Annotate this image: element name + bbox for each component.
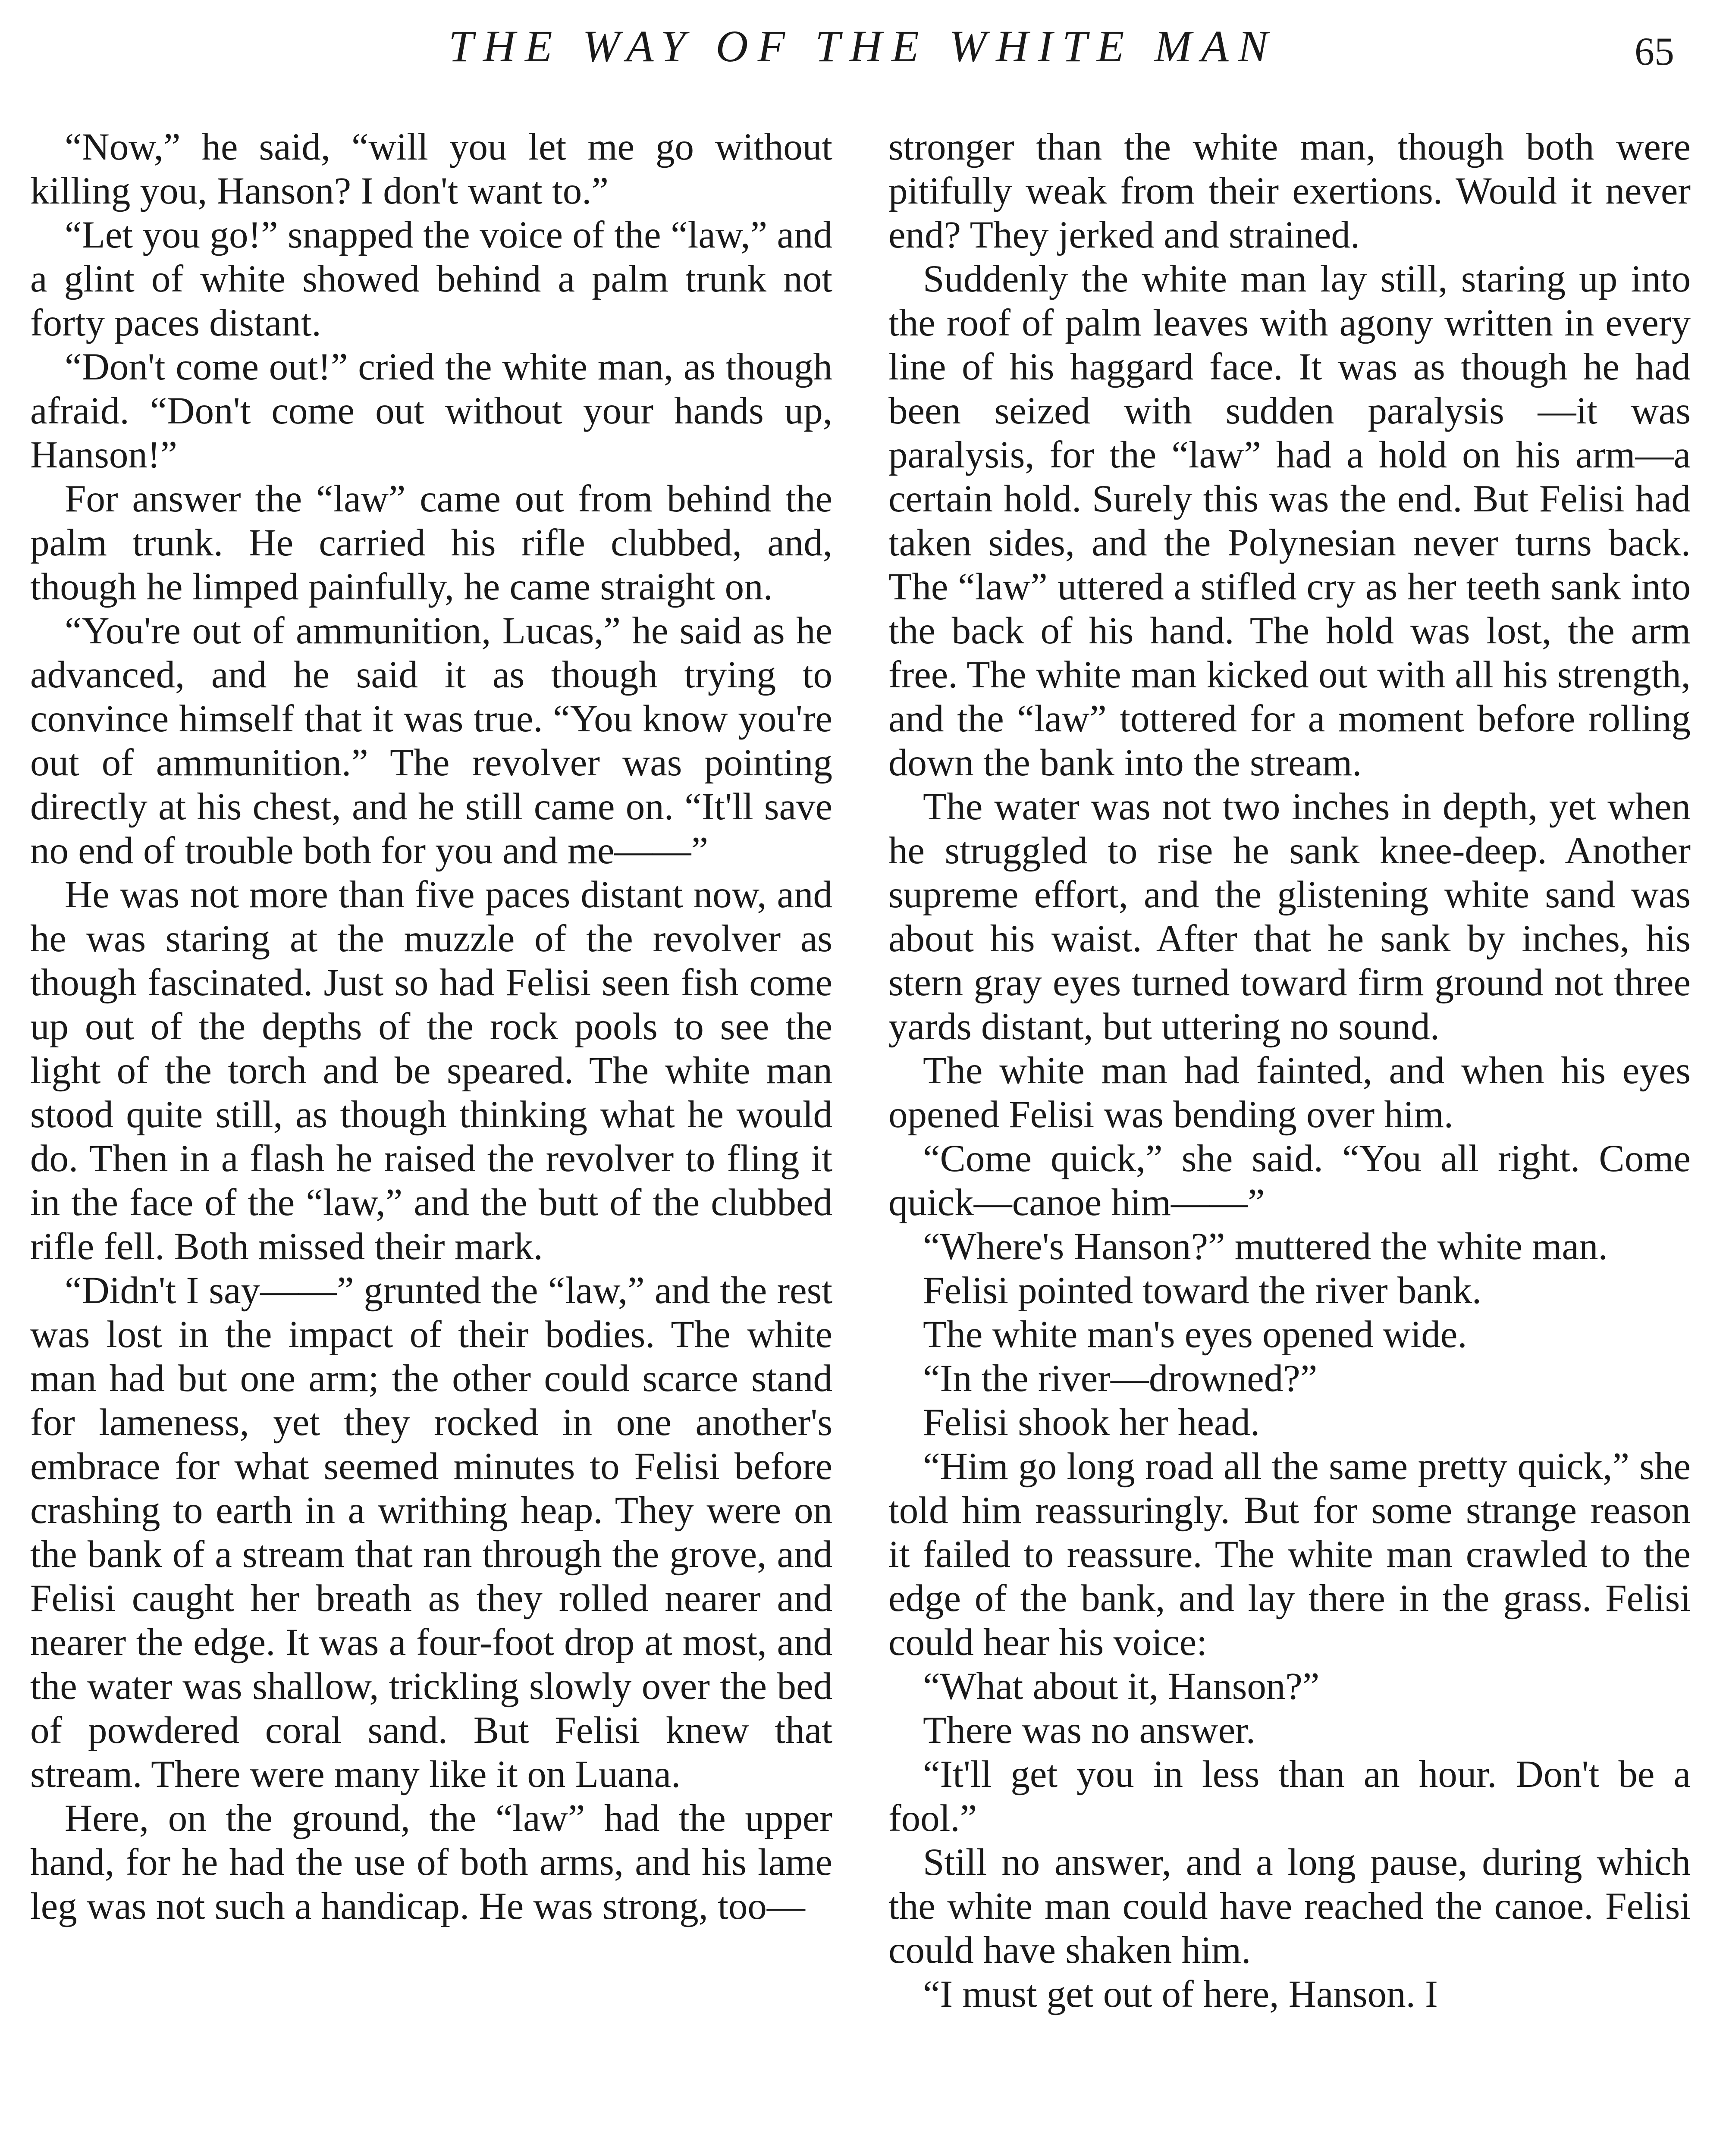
paragraph: “You're out of ammunition, Lucas,” he said as he advanced, and he said it as though trying to convince himself that it was true. “You know you're out of ammunition.” The revolver was pointing directly at his chest, and he still came on. “It'll save no end of trouble both for you and me——” — [30, 610, 832, 872]
paragraph: “It'll get you in less than an hour. Don't be a fool.” — [888, 1753, 1691, 1839]
paragraph: “What about it, Hanson?” — [923, 1665, 1320, 1708]
paragraph: He was not more than five paces distant now, and he was staring at the muzzle of the revolver as though fascinated. Just so had Felisi seen fish come up out of the depths of the rock pools to see the light of the torch and be speared. The white man stood quite still, as though thinking what he would do. Then in a flash he raised the revolver to fling it in the face of the “law,” and the butt of the clubbed rifle fell. Both missed their mark. — [30, 874, 832, 1268]
paragraph: Still no answer, and a long pause, during which the white man could have reached the canoe. Felisi could have shaken him. — [888, 1841, 1691, 1971]
paragraph: The white man's eyes opened wide. — [923, 1313, 1467, 1356]
paragraph: “In the river—drowned?” — [923, 1357, 1318, 1400]
paragraph: The white man had fainted, and when his eyes opened Felisi was bending over him. — [888, 1050, 1691, 1136]
paragraph: For answer the “law” came out from behind the palm trunk. He carried his rifle clubbed, and, though he limped painfully, he came straight on. — [30, 478, 832, 608]
paragraph: Here, on the ground, the “law” had the upper hand, for he had the use of both arms, and his lame leg was not such a handicap. He was strong, too— — [30, 1797, 832, 1927]
page-number: 65 — [1635, 29, 1674, 73]
paragraph: “Didn't I say——” grunted the “law,” and the rest was lost in the impact of their bodies. The white man had but one arm; the other could scarce stand for lameness, yet they rocked in one another's embrace for what seemed minutes to Felisi before crashing to earth in a writhing heap. They were on the bank of a stream that ran through the grove, and Felisi caught her breath as they rolled nearer and nearer the edge. It was a four-foot drop at most, and the water was shallow, trickling slowly over the bed of powdered coral sand. But Felisi knew that stream. There were many like it on Luana. — [30, 1269, 832, 1796]
paragraph: There was no answer. — [923, 1709, 1256, 1752]
paragraph: “Now,” he said, “will you let me go without killing you, Hanson? I don't want to.” — [30, 126, 832, 212]
running-title: THE WAY OF THE WHITE MAN — [449, 22, 1277, 71]
paragraph: “Let you go!” snapped the voice of the “law,” and a glint of white showed behind a palm trunk not forty paces distant. — [30, 214, 832, 344]
paragraph: Felisi pointed toward the river bank. — [923, 1269, 1482, 1312]
paragraph: stronger than the white man, though both were pitifully weak from their exertions. Would it never end? They jerked and strained. — [888, 126, 1691, 256]
paragraph: “Where's Hanson?” muttered the white man. — [923, 1225, 1608, 1268]
paragraph: “Him go long road all the same pretty quick,” she told him reassuringly. But for some strange reason it failed to reassure. The white man crawled to the edge of the bank, and lay there in the grass. Felisi could hear his voice: — [888, 1445, 1691, 1664]
page-header — [0, 21, 1726, 77]
paragraph: “Come quick,” she said. “You all right. Come quick—canoe him——” — [888, 1138, 1691, 1224]
paragraph: “Don't come out!” cried the white man, as though afraid. “Don't come out without your hands up, Hanson!” — [30, 346, 832, 476]
right-text-column — [888, 125, 1691, 2016]
left-text-column — [30, 125, 832, 1928]
paragraph: The water was not two inches in depth, yet when he struggled to rise he sank knee-deep. Another supreme effort, and the glistening white sand was about his waist. After that he sank by inches, his stern gray eyes turned toward firm ground not three yards distant, but uttering no sound. — [888, 786, 1691, 1048]
paragraph: “I must get out of here, Hanson. I — [923, 1973, 1438, 2015]
paragraph: Felisi shook her head. — [923, 1401, 1260, 1444]
paragraph: Suddenly the white man lay still, staring up into the roof of palm leaves with agony written in every line of his haggard face. It was as though he had been seized with sudden paralysis —it was paralysis, for the “law” had a hold on his arm—a certain hold. Surely this was the end. But Felisi had taken sides, and the Polynesian never turns back. The “law” uttered a stifled cry as her teeth sank into the back of his hand. The hold was lost, the arm free. The white man kicked out with all his strength, and the “law” tottered for a moment before rolling down the bank into the stream. — [888, 258, 1691, 784]
